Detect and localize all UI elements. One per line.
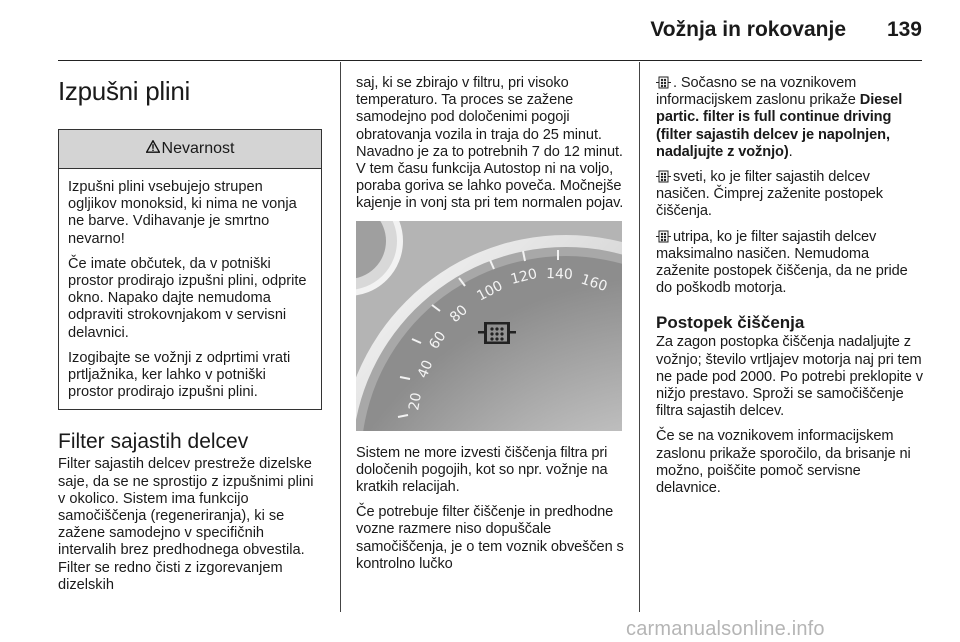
display-message: Diesel partic. filter is full continue driving (filter sajastih delcev je napolnjen, nadaljujte z vožnjo) — [656, 92, 903, 160]
section-title: Izpušni plini — [58, 76, 190, 106]
body-paragraph — [656, 75, 924, 161]
column-1 — [58, 60, 323, 602]
warning-label: Nevarnost — [161, 140, 235, 157]
gauge-number: 40 — [414, 357, 437, 381]
page-header — [0, 0, 960, 60]
body-paragraph: Za zagon postopka čiščenja nadaljujte z vožnjo; število vrtljajev motorja naj pri tem ne pade pod 2000. Po potrebi preklopite v nižjo prestavo. Sproži se samočiščenje filtra sajastih delcev. — [656, 334, 923, 420]
column-divider-1 — [340, 62, 341, 612]
running-head-title: Vožnja in rokovanje — [650, 18, 846, 41]
gauge-number: 80 — [446, 301, 471, 326]
gauge-number: 160 — [578, 271, 610, 295]
danger-warning-box — [58, 129, 322, 410]
body-paragraph: Filter sajastih delcev prestreže dizelske saje, da se ne sprostijo z izpušnimi plini v okolico. Sistem ima funkcijo samočiščenja (regeneriranja), ki se zažene samodejno v specifičnih intervalih brez predhodnega obvestila. Filter se redno čisti z izgorevanjem dizelskih — [58, 456, 314, 593]
gauge-number: 100 — [474, 277, 506, 305]
body-paragraph: Če se na voznikovem informacijskem zaslonu prikaže sporočilo, da brisanje ni možno, poiščite pomoč servisne delavnice. — [656, 428, 911, 497]
warning-paragraph: Izogibajte se vožnji z odprtimi vrati prtljažnika, ker lahko v potniški prostor prodirajo izpušni plini. — [68, 349, 291, 401]
body-paragraph: saj, ki se zbirajo v filtru, pri visoko temperaturo. Ta proces se zažene samodejno pod določenimi pogoji obratovanja vozila in traja do 25 minut. Navadno je za to potrebnih 7 do 12 minut. V tem času funkcija Autostop ni na voljo, poraba goriva se lahko poveča. Močnejše kajenje in vonj sta pri tem normalen pojav. — [356, 75, 624, 212]
gauge-number: 120 — [509, 265, 539, 288]
column-2 — [356, 60, 624, 581]
gauge-number: 60 — [426, 328, 450, 352]
watermark: carmanualsonline.info — [626, 618, 825, 640]
warning-header — [59, 130, 321, 169]
warning-triangle-icon — [146, 130, 160, 168]
column-divider-2 — [639, 62, 640, 612]
body-paragraph: Če potrebuje filter čiščenje in predhodne vozne razmere niso dopuščale samočiščenja, je o tem voznik obveščen s kontrolno lučko — [356, 504, 624, 572]
diesel-particle-filter-icon — [656, 170, 671, 183]
warning-paragraph: Izpušni plini vsebujejo strupen ogljikov monoksid, ki nima ne vonja ne barve. Vdihavanje je smrtno nevarno! — [68, 179, 297, 247]
gauge-number: 20 — [406, 390, 426, 412]
warning-paragraph: Če imate občutek, da v potniški prostor prodirajo izpušni plini, odprite okno. Napako dajte nemudoma odpraviti strokovnjakom v servisni delavnici. — [68, 255, 307, 341]
instrument-cluster-photo — [356, 221, 622, 431]
body-paragraph: Sistem ne more izvesti čiščenja filtra pri določenih pogojih, kot so npr. vožnje na kratkih relacijah. — [356, 444, 608, 496]
diesel-particle-filter-icon — [656, 230, 671, 243]
indicator-text: . Sočasno se na voznikovem informacijskem zaslonu prikaže — [656, 75, 857, 109]
diesel-particle-filter-icon — [656, 76, 671, 89]
subsection-title: Filter sajastih delcev — [58, 430, 249, 454]
page-number: 139 — [886, 18, 922, 41]
gauge-number: 140 — [545, 265, 574, 283]
body-paragraph — [656, 229, 924, 298]
column-3 — [656, 60, 924, 505]
body-paragraph — [656, 169, 924, 221]
sentence-end: . — [788, 143, 793, 160]
indicator-text: sveti, ko je filter sajastih delcev nasičen. Čimprej zaženite postopek čiščenja. — [656, 169, 883, 220]
subsection-title: Postopek čiščenja — [656, 313, 805, 333]
indicator-text: utripa, ko je filter sajastih delcev maksimalno nasičen. Nemudoma zaženite postopek čiščenja, da ne pride do poškodb motorja. — [656, 228, 908, 297]
warning-body — [59, 169, 321, 409]
